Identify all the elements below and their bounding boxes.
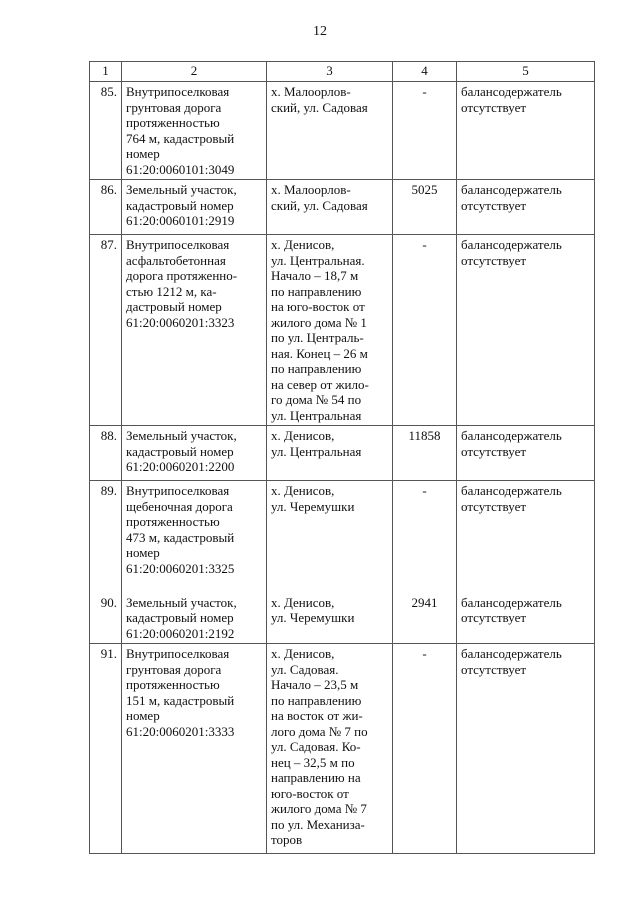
balance-holder: балансодержатель отсутствует [457, 180, 595, 235]
object-location: х. Денисов, ул. Центральная. Начало – 18,7 м по направлению на юго-восток от жилого дома № 1 по ул. Централь- ная. Конец – 26 м по направлению на север от жило- го дома № 54 по ул. Центральная [267, 235, 393, 426]
row-number: 86. [90, 180, 122, 235]
object-area: 5025 [393, 180, 457, 235]
row-number: 88. [90, 426, 122, 481]
balance-holder: балансодержатель отсутствует [457, 587, 595, 644]
column-header: 5 [457, 62, 595, 82]
object-description: Внутрипоселковая асфальтобетонная дорога протяженно- стью 1212 м, ка- дастровый номер 61:20:0060201:3323 [122, 235, 267, 426]
table-row [90, 180, 595, 235]
balance-holder: балансодержатель отсутствует [457, 426, 595, 481]
column-header: 3 [267, 62, 393, 82]
object-location: х. Денисов, ул. Черемушки [267, 481, 393, 587]
column-header: 4 [393, 62, 457, 82]
row-number: 89. [90, 481, 122, 587]
object-description: Земельный участок, кадастровый номер 61:20:0060101:2919 [122, 180, 267, 235]
object-area: - [393, 481, 457, 587]
balance-holder: балансодержатель отсутствует [457, 481, 595, 587]
object-description: Земельный участок, кадастровый номер 61:20:0060201:2200 [122, 426, 267, 481]
table-row [90, 481, 595, 587]
object-description: Земельный участок, кадастровый номер 61:20:0060201:2192 [122, 587, 267, 644]
row-number: 87. [90, 235, 122, 426]
table-row [90, 82, 595, 180]
object-area: 11858 [393, 426, 457, 481]
table-row [90, 644, 595, 854]
balance-holder: балансодержатель отсутствует [457, 235, 595, 426]
row-number: 91. [90, 644, 122, 854]
table-header-row [90, 62, 595, 82]
object-location: х. Денисов, ул. Центральная [267, 426, 393, 481]
row-number: 85. [90, 82, 122, 180]
table-row [90, 587, 595, 644]
object-location: х. Малоорлов- ский, ул. Садовая [267, 180, 393, 235]
table-row [90, 426, 595, 481]
property-registry-table [89, 61, 595, 854]
table-row [90, 235, 595, 426]
object-description: Внутрипоселковая грунтовая дорога протяженностью 151 м, кадастровый номер 61:20:0060201:3333 [122, 644, 267, 854]
object-area: - [393, 235, 457, 426]
object-location: х. Денисов, ул. Черемушки [267, 587, 393, 644]
object-area: - [393, 644, 457, 854]
object-description: Внутрипоселковая грунтовая дорога протяженностью 764 м, кадастровый номер 61:20:0060101:3049 [122, 82, 267, 180]
object-location: х. Денисов, ул. Садовая. Начало – 23,5 м по направлению на восток от жи- лого дома № 7 по ул. Садовая. Ко- нец – 32,5 м по направлению на юго-восток от жилого дома № 7 по ул. Механиза- торов [267, 644, 393, 854]
balance-holder: балансодержатель отсутствует [457, 644, 595, 854]
balance-holder: балансодержатель отсутствует [457, 82, 595, 180]
object-description: Внутрипоселковая щебеночная дорога протяженностью 473 м, кадастровый номер 61:20:0060201:3325 [122, 481, 267, 587]
object-location: х. Малоорлов- ский, ул. Садовая [267, 82, 393, 180]
object-area: - [393, 82, 457, 180]
column-header: 1 [90, 62, 122, 82]
object-area: 2941 [393, 587, 457, 644]
row-number: 90. [90, 587, 122, 644]
column-header: 2 [122, 62, 267, 82]
page-number: 12 [313, 24, 327, 39]
